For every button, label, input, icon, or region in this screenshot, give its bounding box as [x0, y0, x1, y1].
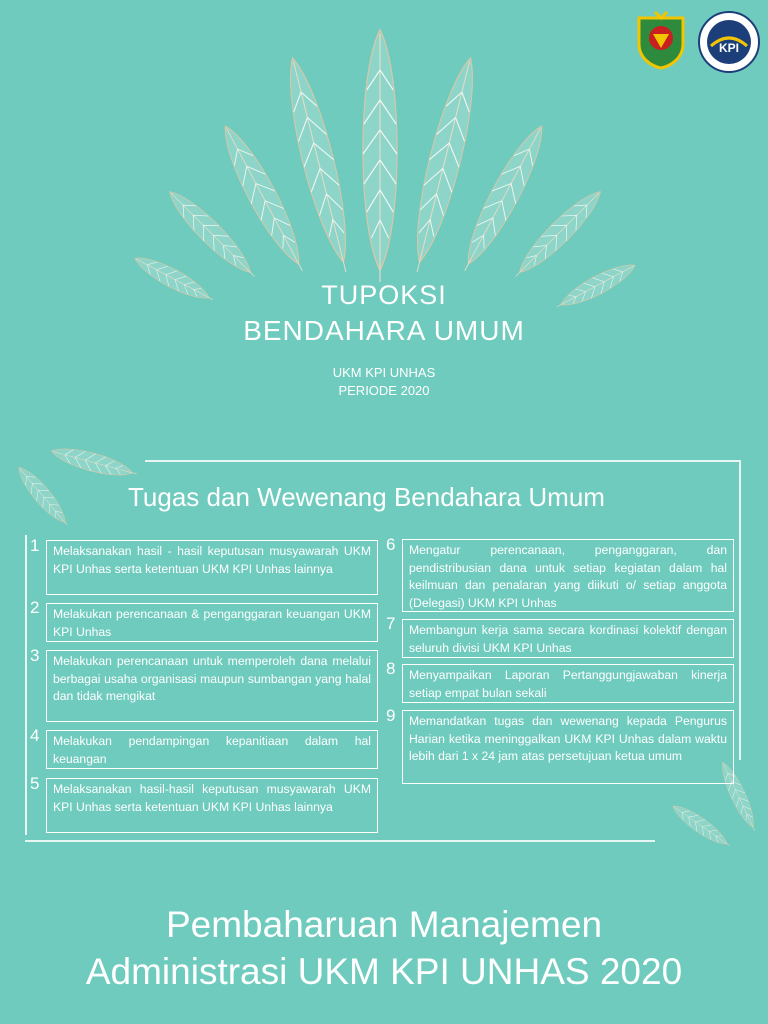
task-number: 4	[30, 726, 40, 745]
task-number: 5	[30, 774, 40, 793]
page-title-line1: TUPOKSI	[321, 280, 447, 310]
footer-title-line1: Pembaharuan Manajemen	[165, 904, 603, 945]
frame-line-bottom	[25, 840, 655, 842]
task-number: 7	[386, 614, 396, 633]
kpi-logo-text: KPI	[718, 41, 740, 55]
task-number: 6	[386, 535, 396, 554]
section-heading: Tugas dan Wewenang Bendahara Umum	[128, 482, 605, 512]
task-item-5: Melaksanakan hasil-hasil keputusan musyawarah UKM KPI Unhas serta ketentuan UKM KPI Unhas lainnya	[46, 778, 378, 833]
task-item-3: Melakukan perencanaan untuk memperoleh dana melalui berbagai usaha organisasi maupun sumbangan yang halal dan tidak mengikat	[46, 650, 378, 722]
task-item-4: Melakukan pendampingan kepanitiaan dalam hal keuangan	[46, 730, 378, 769]
task-number: 8	[386, 659, 396, 678]
leaf-cluster-left	[13, 442, 139, 530]
footer-title-line2: Administrasi UKM KPI UNHAS 2020	[85, 951, 683, 992]
subtitle-line2: PERIODE 2020	[338, 383, 430, 398]
task-number: 1	[30, 536, 40, 555]
leaf-crown	[131, 30, 640, 315]
page-title-line2: BENDAHARA UMUM	[243, 315, 525, 346]
task-number: 9	[386, 706, 396, 725]
task-item-2: Melakukan perencanaan & penganggaran keuangan UKM KPI Unhas	[46, 603, 378, 642]
task-number: 2	[30, 598, 40, 617]
task-item-1: Melaksanakan hasil - hasil keputusan musyawarah UKM KPI Unhas serta ketentuan UKM KPI Unhas lainnya	[46, 540, 378, 595]
task-item-8: Menyampaikan Laporan Pertanggungjawaban kinerja setiap empat bulan sekali	[402, 664, 734, 703]
task-item-7: Membangun kerja sama secara kordinasi kolektif dengan seluruh divisi UKM KPI Unhas	[402, 619, 734, 658]
kpi-logo	[697, 10, 761, 74]
university-logo	[633, 10, 689, 70]
frame-line-right	[739, 460, 741, 760]
frame-line-top	[145, 460, 740, 462]
frame-line-left	[25, 535, 27, 835]
task-number: 3	[30, 646, 40, 665]
task-item-9: Memandatkan tugas dan wewenang kepada Pengurus Harian ketika meninggalkan UKM KPI Unhas dalam waktu lebih dari 1 x 24 jam atas persetujuan ketua umum	[402, 710, 734, 784]
subtitle-line1: UKM KPI UNHAS	[332, 365, 436, 380]
task-item-6: Mengatur perencanaan, penganggaran, dan pendistribusian dana untuk setiap kegiatan dalam hal keilmuan dan penalaran yang diikuti o/ setiap anggota (Delegasi) UKM KPI Unhas	[402, 539, 734, 612]
